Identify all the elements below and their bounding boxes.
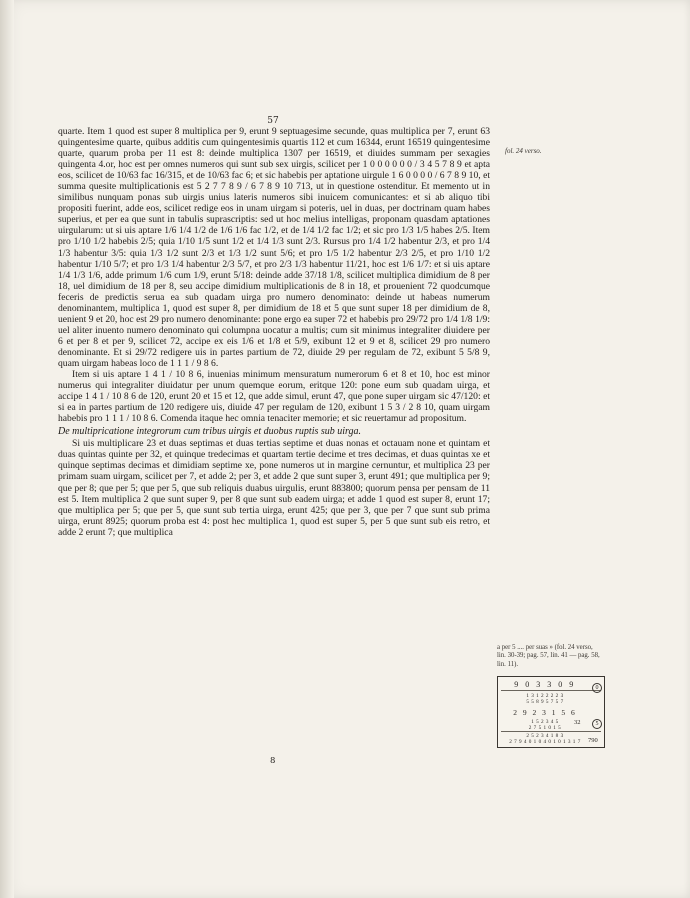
figure-row-7: 2 5 2 3 4 1 8 3 (526, 733, 564, 739)
figure-row-1: 9 0 3 3 0 9 (514, 680, 576, 689)
main-text-column (58, 126, 490, 771)
figure-side-value: 32 (574, 719, 581, 726)
figure-row-3: 5 5 8 9 5 7 5 7 (526, 699, 564, 705)
figure-row-4: 2 9 2 3 1 5 6 (513, 708, 577, 717)
margin-footnote: a per 5 .... per suas » (fol. 24 verso, lin. 30-39; pag. 57, lin. 41 — pag. 58, lin. 11). (497, 644, 600, 668)
page-gutter-shadow (0, 0, 14, 898)
figure-side-value: 790 (588, 737, 598, 744)
figure-side-mark: 0 (592, 683, 602, 693)
figure-row-8: 2 7 9 4 0 1 0 4 0 1 0 1 3 1 7 (509, 739, 581, 745)
figure-row-5: 1 5 2 3 4 5 (531, 719, 559, 725)
figure-divider (501, 690, 601, 691)
page-number: 57 (267, 116, 279, 126)
signature-mark: 8 (270, 756, 276, 766)
paragraph-1: quarte. Item 1 quod est super 8 multiplica per 9, erunt 9 septuagesime secunde, quas multiplica per 7, erunt 63 quingentesime quarte, quibus additis cum quingentesimis quartis 112 et cum 16344, erunt 16519 quingentesime quarte, quarum proba per 11 est 8: deinde multiplica 1307 per 16519, et diuides summam per sexagies quingenta 4.or, hoc est per omnes numeros qui sunt sub sex uirgis, scilicet per 1 0 0 0 0 0 0 / 3 4 5 7 8 9 et apta eos, scilicet de 10/63 fac 16/315, et de 10/63 fac 6; et sic habebis per aptatione uirgule 1 6 0 0 0 0 / 6 7 8 9 10, et summa quesite multiplicationis est 5 2 7 7 8 9 / 6 7 8 9 10 713, ut in questione ostenditur. Et memento ut in similibus nunquam ponas sub uirgis unius lateris numeros sibi inuicem comunicantes: et si ab aliquo tibi propositi fuerint, adde eos, scilicet redige eos in unam uirgam si poteris, uel in duas, per doctrinam quam habes superius, et per ea que sunt in tabulis suprascriptis: sed ut hoc melius intelligas, proponam quasdam aptationes uirgularum: ut si uis aptare 1/6 1/4 1/2 de 1/6 1/6 fac 1/2, et de 1/4 1/2 fac 1/2; et sic pro 1/3 1/5 habes 2/5. Item pro 1/10 1/2 habebis 2/5; quia 1/10 1/5 sunt 1/2 et 1/4 1/3 sunt 2/3. Rursus pro 1/4 1/2 habentur 2/3, et pro 1/4 1/3 habentur 3/5: quia 1/3 1/2 sunt 2/3 et 1/3 1/2 sunt 5/6; et pro 1/5 1/2 habentur 2/3 2/5, et pro 1/10 1/2 habentur 1/10 5/7; et pro 1/3 1/4 habentur 2/3 5/7, et pro 2/3 1/3 habentur 11/21, hoc est 1/6 1/7: et si uis aptare 1/4 1/3 1/6, adde primum 1/6 cum 1/9, erunt 5/18: deinde adde 37/18 1/8, scilicet multiplica dimidium de 8 per 18, uel dimidium de 18 per 8, seu accipe dimidium multiplicationis de 8 in 18, et prouenient 72 quodcumque feceris de predictis serua ea sub quadam uirga pro numero denominato: deinde ut habeas numerum denominantem, multiplica 1, quod est super 8, per dimidium de 18 et 5 que sunt super 18 per dimidium de 8, uenient 9 et 20, hoc est 29 pro numero denominante: pone ergo ea super 72 et habebis pro 29/72 pro 1/4 1/8 1/9: uel aliter inuento numero denominato qui columpna uocatur a multis; cum sit minimus integraliter diuidere per 6 et per 8 et per 9, scilicet 72, accipe ex eis 1/6 et 1/8 et 5/9, exibunt 12 et 9 et 8, scilicet 29 pro numero denominante. Et si 29/72 redigere uis in partes partium de 72, diuide 29 per regulam de 72, exibunt 5 5/8 9, quam uirgam habeas loco de 1 1 1 / 9 8 6. (58, 126, 490, 369)
figure-row-6: 2 7 5 1 0 1 5 (528, 725, 562, 731)
figure-row-2: 1 3 1 2 2 2 2 3 (526, 693, 564, 699)
margin-computation-figure (497, 676, 605, 748)
figure-side-mark: 5 (592, 719, 602, 729)
paragraph-2: Item si uis aptare 1 4 1 / 10 8 6, inuenias minimum mensuratum numerorum 6 et 8 et 10, hoc est minor numerus qui integraliter diuidatur per unum quemque eorum, eritque 120: pone eum sub quadam uirga, et accipe 1 4 1 / 10 8 6 de 120, erunt 20 et 15 et 12, que adde simul, erunt 47, que pone super uirgam sic 47/120: et si ea in partes partium de 120 redigere uis, diuide 47 per regulam de 120, exibunt 1 5 3 / 2 8 10, quam uirgam habebis pro 1 1 1 / 10 8 6. Comenda itaque hec omnia tenaciter memorie; et sic reuertamur ad propositum. (58, 369, 490, 425)
paragraph-3: Si uis multiplicare 23 et duas septimas et duas tertias septime et duas nonas et octauam none et quintam et duas quintas quinte per 32, et quinque tredecimas et quartam tertie decime et tres decimas, et duas quintas xe et quinque septimas decimas et dimidiam septime xe, pone numeros ut in margine cernuntur, et multiplica 23 per primam suam uirgam, scilicet per 7, et adde 2; per 3, et adde 2 que sunt super 3, erunt 491; que multiplica per 9; que per 8; que per 5; que per 5, que sub reliquis duabus uirgulis, erunt 883800; quorum pensa per pensam de 11 est 5. Item multiplica 2 que sunt super 9, per 8 que sunt sub eadem uirga; et adde 1 quod est super 8, erunt 17; que multiplica per 5; que per 5, que sunt sub tertia uirga, erunt 425; que per 3, que per 7 que sunt sub prima uirga, erunt 8925; quorum proba est 4: post hec multiplica 1, quod est super 5, per 5 que sunt sub eis retro, et adde 2 erunt 7; que multiplica (58, 438, 490, 538)
figure-divider (501, 731, 601, 732)
section-heading: De multipricatione integrorum cum tribus uirgis et duobus ruptis sub uirga. (58, 426, 362, 438)
margin-folio-note: fol. 24 verso. (505, 147, 542, 155)
